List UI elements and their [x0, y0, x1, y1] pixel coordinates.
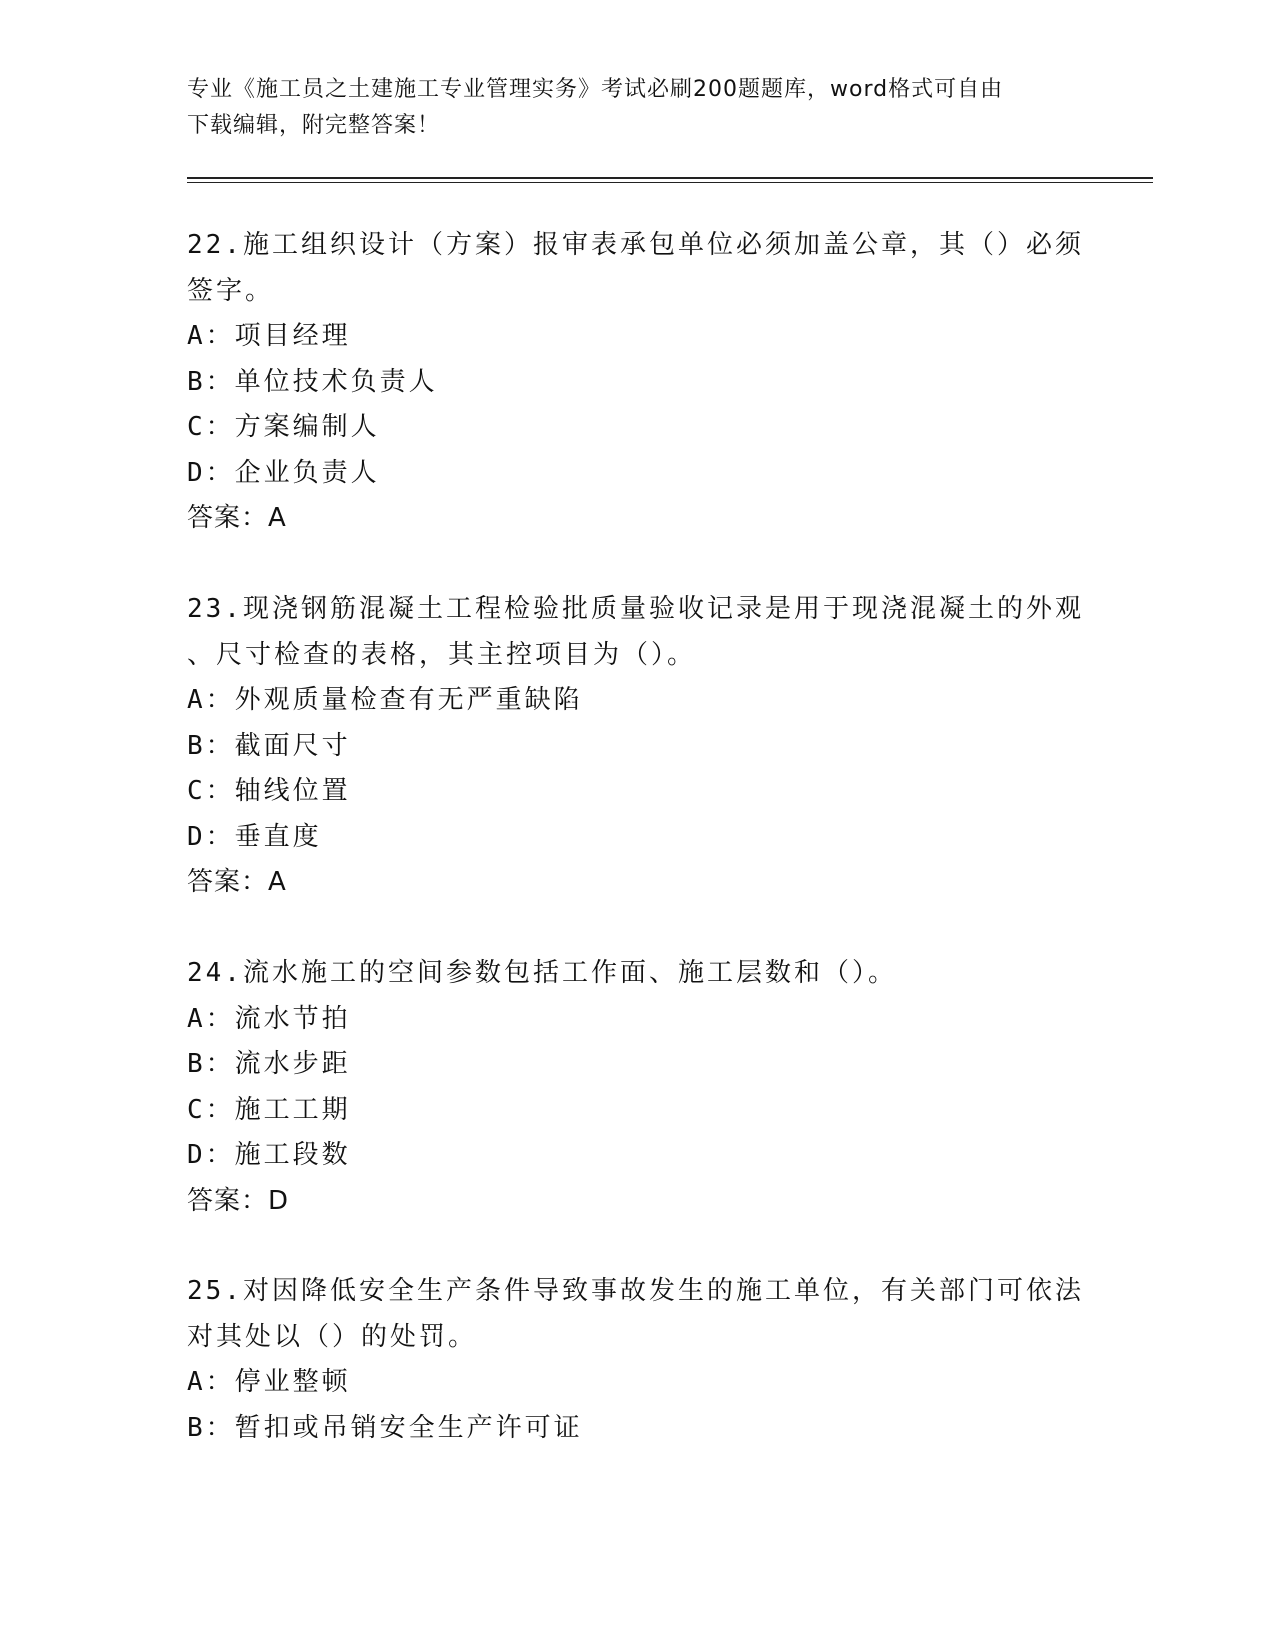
- option-b: B：单位技术负责人: [187, 366, 438, 397]
- option-b: B：截面尺寸: [187, 730, 351, 761]
- answer: 答案：A: [187, 867, 287, 897]
- option-c: C：方案编制人: [187, 412, 380, 442]
- option-d: D：垂直度: [187, 821, 322, 852]
- question-22: [187, 223, 1087, 542]
- question-24: [187, 951, 1087, 1224]
- option-b: B：流水步距: [187, 1049, 351, 1079]
- question-stem-line: 25.对因降低安全生产条件导致事故发生的施工单位，有关部门可依法: [187, 1276, 1084, 1306]
- header-line-2: 下载编辑，附完整答案！: [187, 113, 441, 138]
- answer: 答案：D: [187, 1185, 290, 1216]
- option-a: A：停业整顿: [187, 1367, 351, 1397]
- header-line-1: 专业《施工员之土建施工专业管理实务》考试必刷200题题库，word格式可自由: [187, 77, 1004, 102]
- question-stem-line: 22.施工组织设计（方案）报审表承包单位必须加盖公章，其（）必须: [187, 230, 1084, 260]
- document-header: [187, 72, 1087, 144]
- question-stem-line: 签字。: [187, 275, 275, 306]
- answer: 答案：A: [187, 503, 287, 533]
- option-a: A：外观质量检查有无严重缺陷: [187, 685, 583, 715]
- option-d: D：企业负责人: [187, 457, 380, 488]
- option-b: B：暂扣或吊销安全生产许可证: [187, 1412, 583, 1443]
- header-divider-thick: [187, 177, 1153, 179]
- header-divider-thin: [187, 182, 1153, 183]
- question-stem-line: 23.现浇钢筋混凝土工程检验批质量验收记录是用于现浇混凝土的外观: [187, 594, 1084, 624]
- option-d: D：施工段数: [187, 1140, 351, 1170]
- question-stem-line: 24.流水施工的空间参数包括工作面、施工层数和（）。: [187, 958, 897, 988]
- option-c: C：轴线位置: [187, 776, 351, 806]
- option-a: A：流水节拍: [187, 1003, 351, 1034]
- question-stem-line: 、尺寸检查的表格，其主控项目为（）。: [187, 639, 697, 670]
- question-25: [187, 1269, 1087, 1451]
- option-c: C：施工工期: [187, 1094, 351, 1125]
- question-stem-line: 对其处以（）的处罚。: [187, 1321, 478, 1352]
- option-a: A：项目经理: [187, 321, 351, 351]
- question-23: [187, 587, 1087, 906]
